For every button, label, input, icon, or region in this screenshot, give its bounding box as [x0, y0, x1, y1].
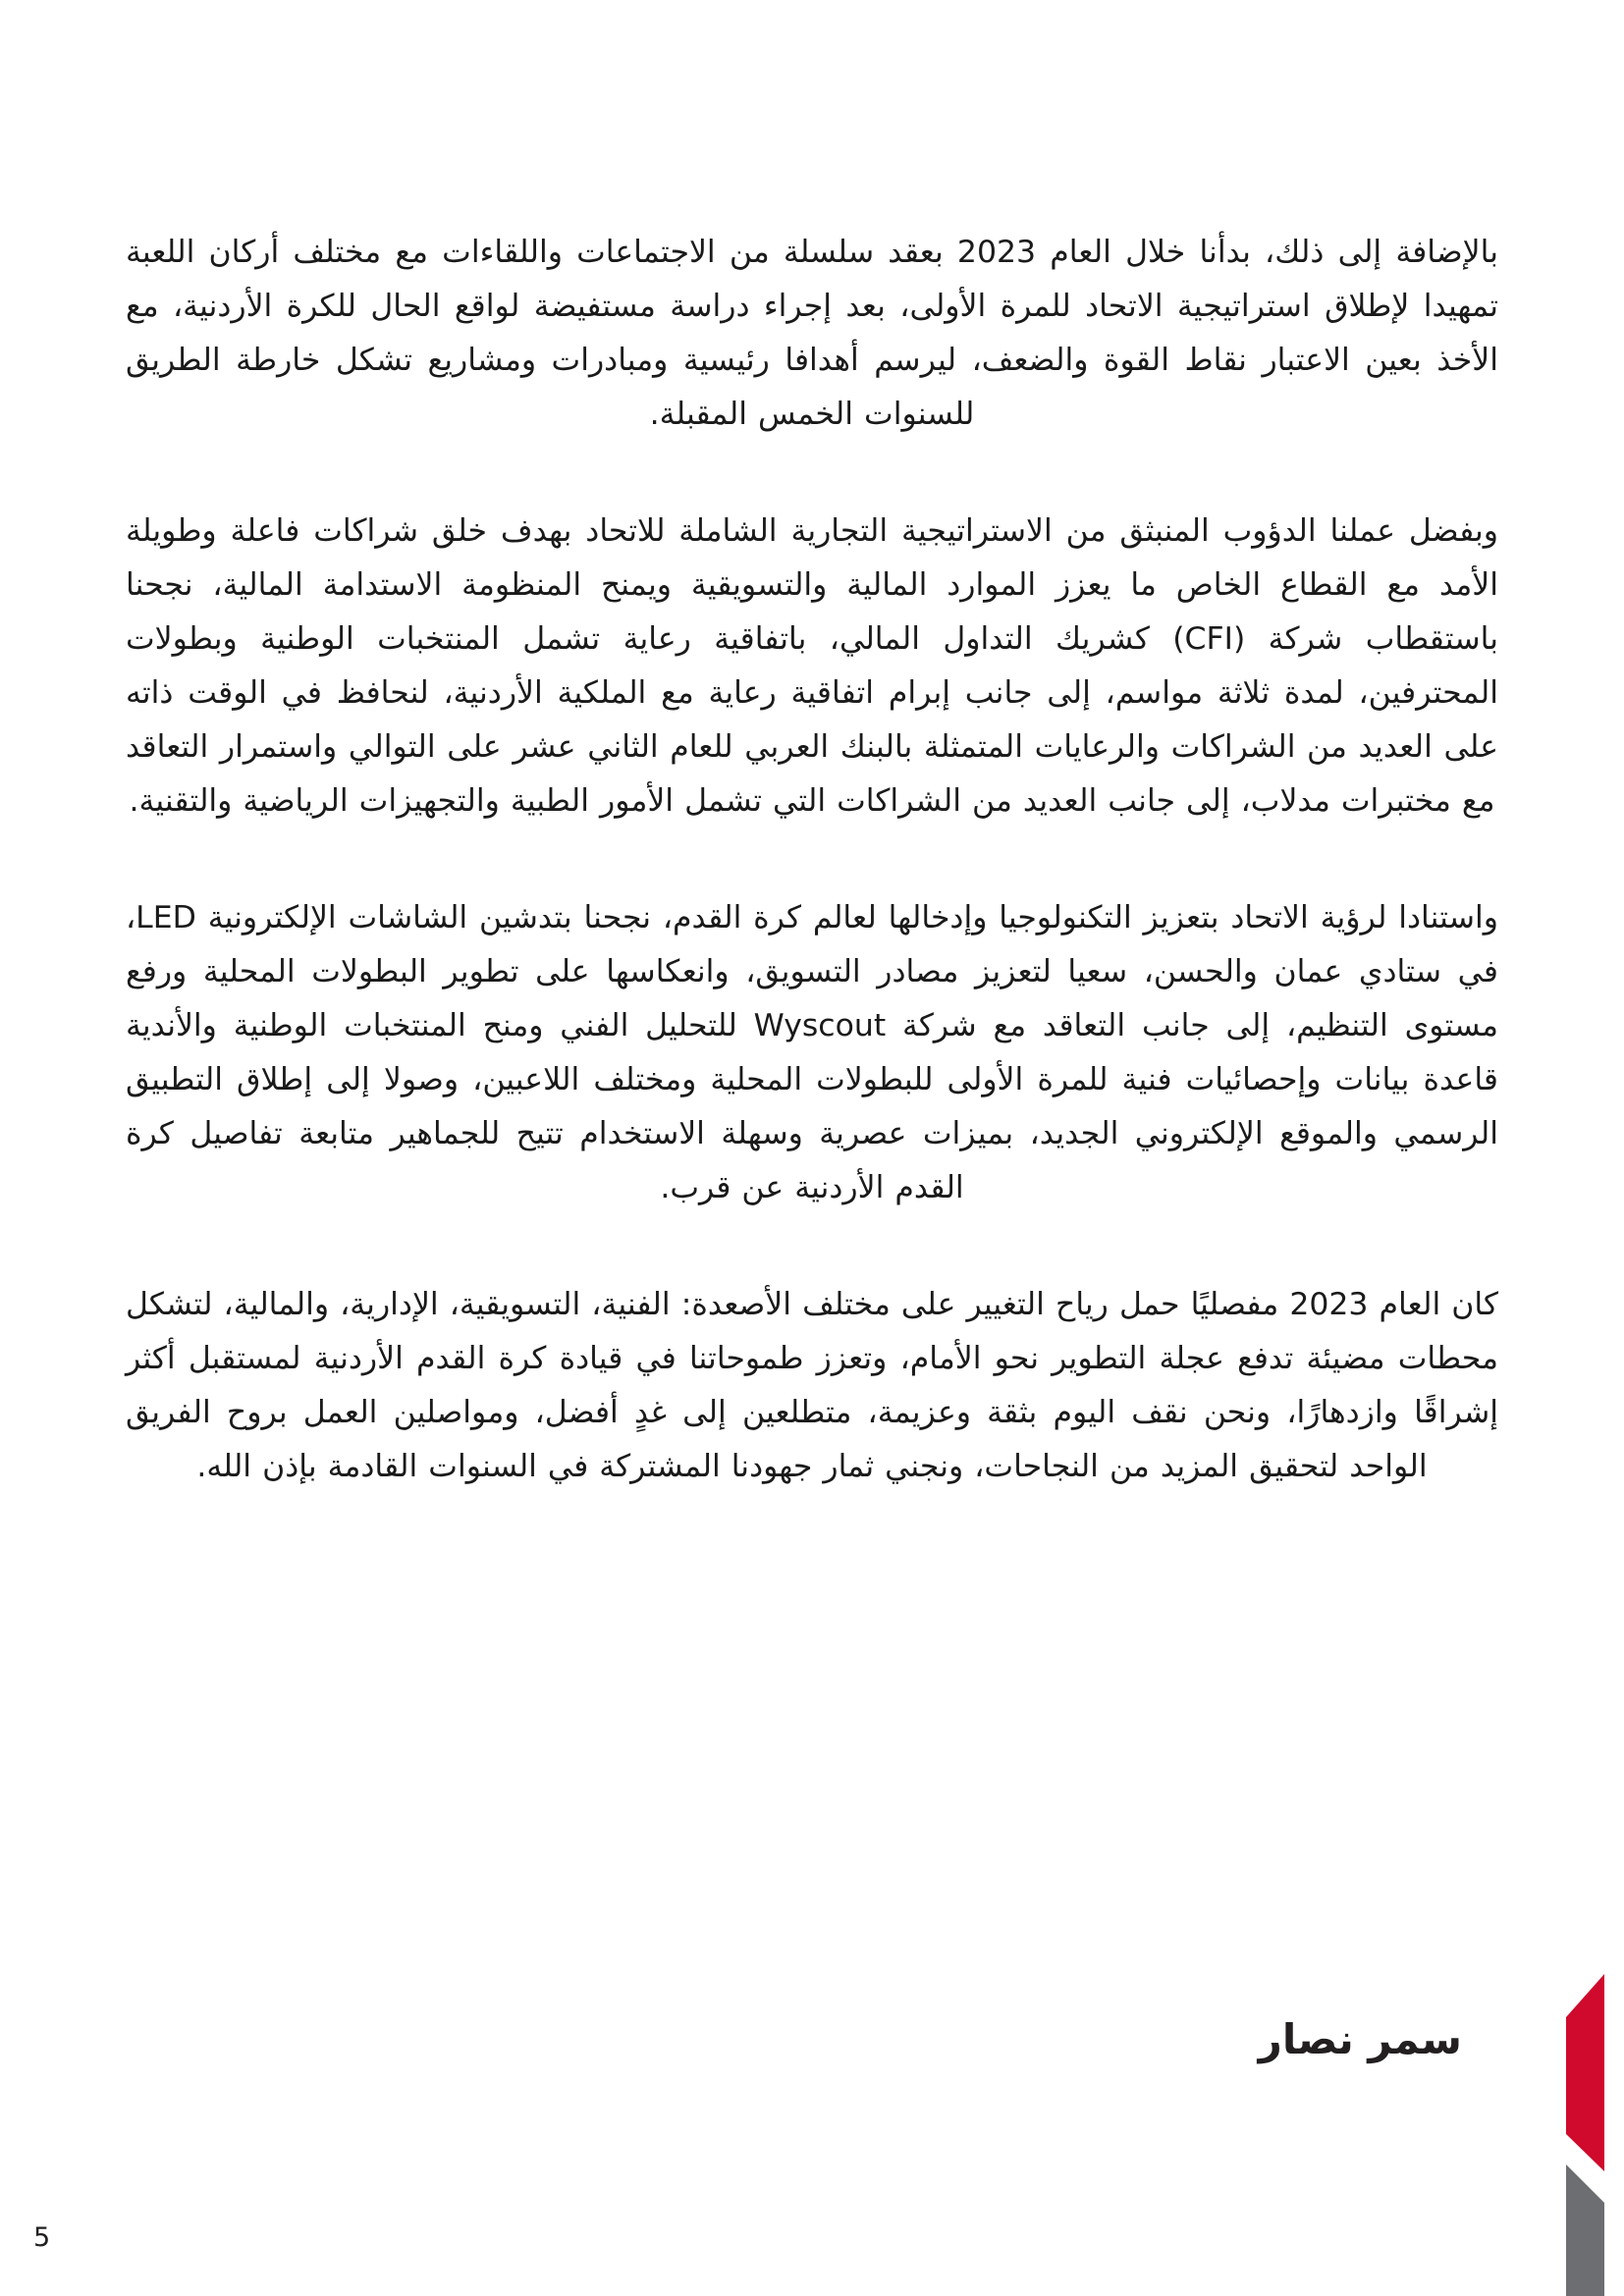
article-body: [126, 226, 1498, 1494]
paragraph-4: كان العام 2023 مفصليًا حمل رياح التغيير على مختلف الأصعدة: الفنية، التسويقية، الإدارية، والمالية، لتشكل محطات مضيئة تدفع عجلة التطوير نحو الأمام، وتعزز طموحاتنا في قيادة كرة القدم الأردنية لمستقبل أكثر إشراقًا وازدهارًا، ونحن نقف اليوم بثقة وعزيمة، متطلعين إلى غدٍ أفضل، ومواصلين العمل بروح الفريق الواحد لتحقيق المزيد من النجاحات، ونجني ثمار جهودنا المشتركة في السنوات القادمة بإذن الله.: [126, 1287, 1499, 1484]
paragraph-3: واستنادا لرؤية الاتحاد بتعزيز التكنولوجيا وإدخالها لعالم كرة القدم، نجحنا بتدشين الشاشات الإلكترونية LED، في ستادي عمان والحسن، سعيا لتعزيز مصادر التسويق، وانعكاسها على تطوير البطولات المحلية ورفع مستوى التنظيم، إلى جانب التعاقد مع شركة Wyscout للتحليل الفني ومنح المنتخبات الوطنية والأندية قاعدة بيانات وإحصائيات فنية للمرة الأولى للبطولات المحلية ومختلف اللاعبين، وصولا إلى إطلاق التطبيق الرسمي والموقع الإلكتروني الجديد، بميزات عصرية وسهلة الاستخدام تتيح للجماهير متابعة تفاصيل كرة القدم الأردنية عن قرب.: [126, 900, 1499, 1205]
paragraph-2: وبفضل عملنا الدؤوب المنبثق من الاستراتيجية التجارية الشاملة للاتحاد بهدف خلق شراكات فاعلة وطويلة الأمد مع القطاع الخاص ما يعزز الموارد المالية والتسويقية ويمنح المنظومة الاستدامة المالية، نجحنا باستقطاب شركة (CFI) كشريك التداول المالي، باتفاقية رعاية تشمل المنتخبات الوطنية وبطولات المحترفين، لمدة ثلاثة مواسم، إلى جانب إبرام اتفاقية رعاية مع الملكية الأردنية، لنحافظ في الوقت ذاته على العديد من الشراكات والرعايات المتمثلة بالبنك العربي للعام الثاني عشر على التوالي واستمرار التعاقد مع مختبرات مدلاب، إلى جانب العديد من الشراكات التي تشمل الأمور الطبية والتجهيزات الرياضية والتقنية.: [126, 513, 1499, 819]
paragraph-1: بالإضافة إلى ذلك، بدأنا خلال العام 2023 بعقد سلسلة من الاجتماعات واللقاءات مع مختلف أركان اللعبة تمهيدا لإطلاق استراتيجية الاتحاد للمرة الأولى، بعد إجراء دراسة مستفيضة لواقع الحال للكرة الأردنية، مع الأخذ بعين الاعتبار نقاط القوة والضعف، ليرسم أهدافا رئيسية ومبادرات ومشاريع تشكل خارطة الطريق للسنوات الخمس المقبلة.: [126, 235, 1498, 432]
corner-decoration-red-shape: [1566, 1974, 1604, 2171]
page-number: 5: [33, 2222, 51, 2253]
signature-name: سمر نصار: [1258, 2015, 1462, 2063]
corner-decoration: [1512, 1972, 1624, 2296]
corner-decoration-gray-shape: [1566, 2164, 1604, 2296]
corner-decoration-shapes: [1512, 1972, 1624, 2296]
